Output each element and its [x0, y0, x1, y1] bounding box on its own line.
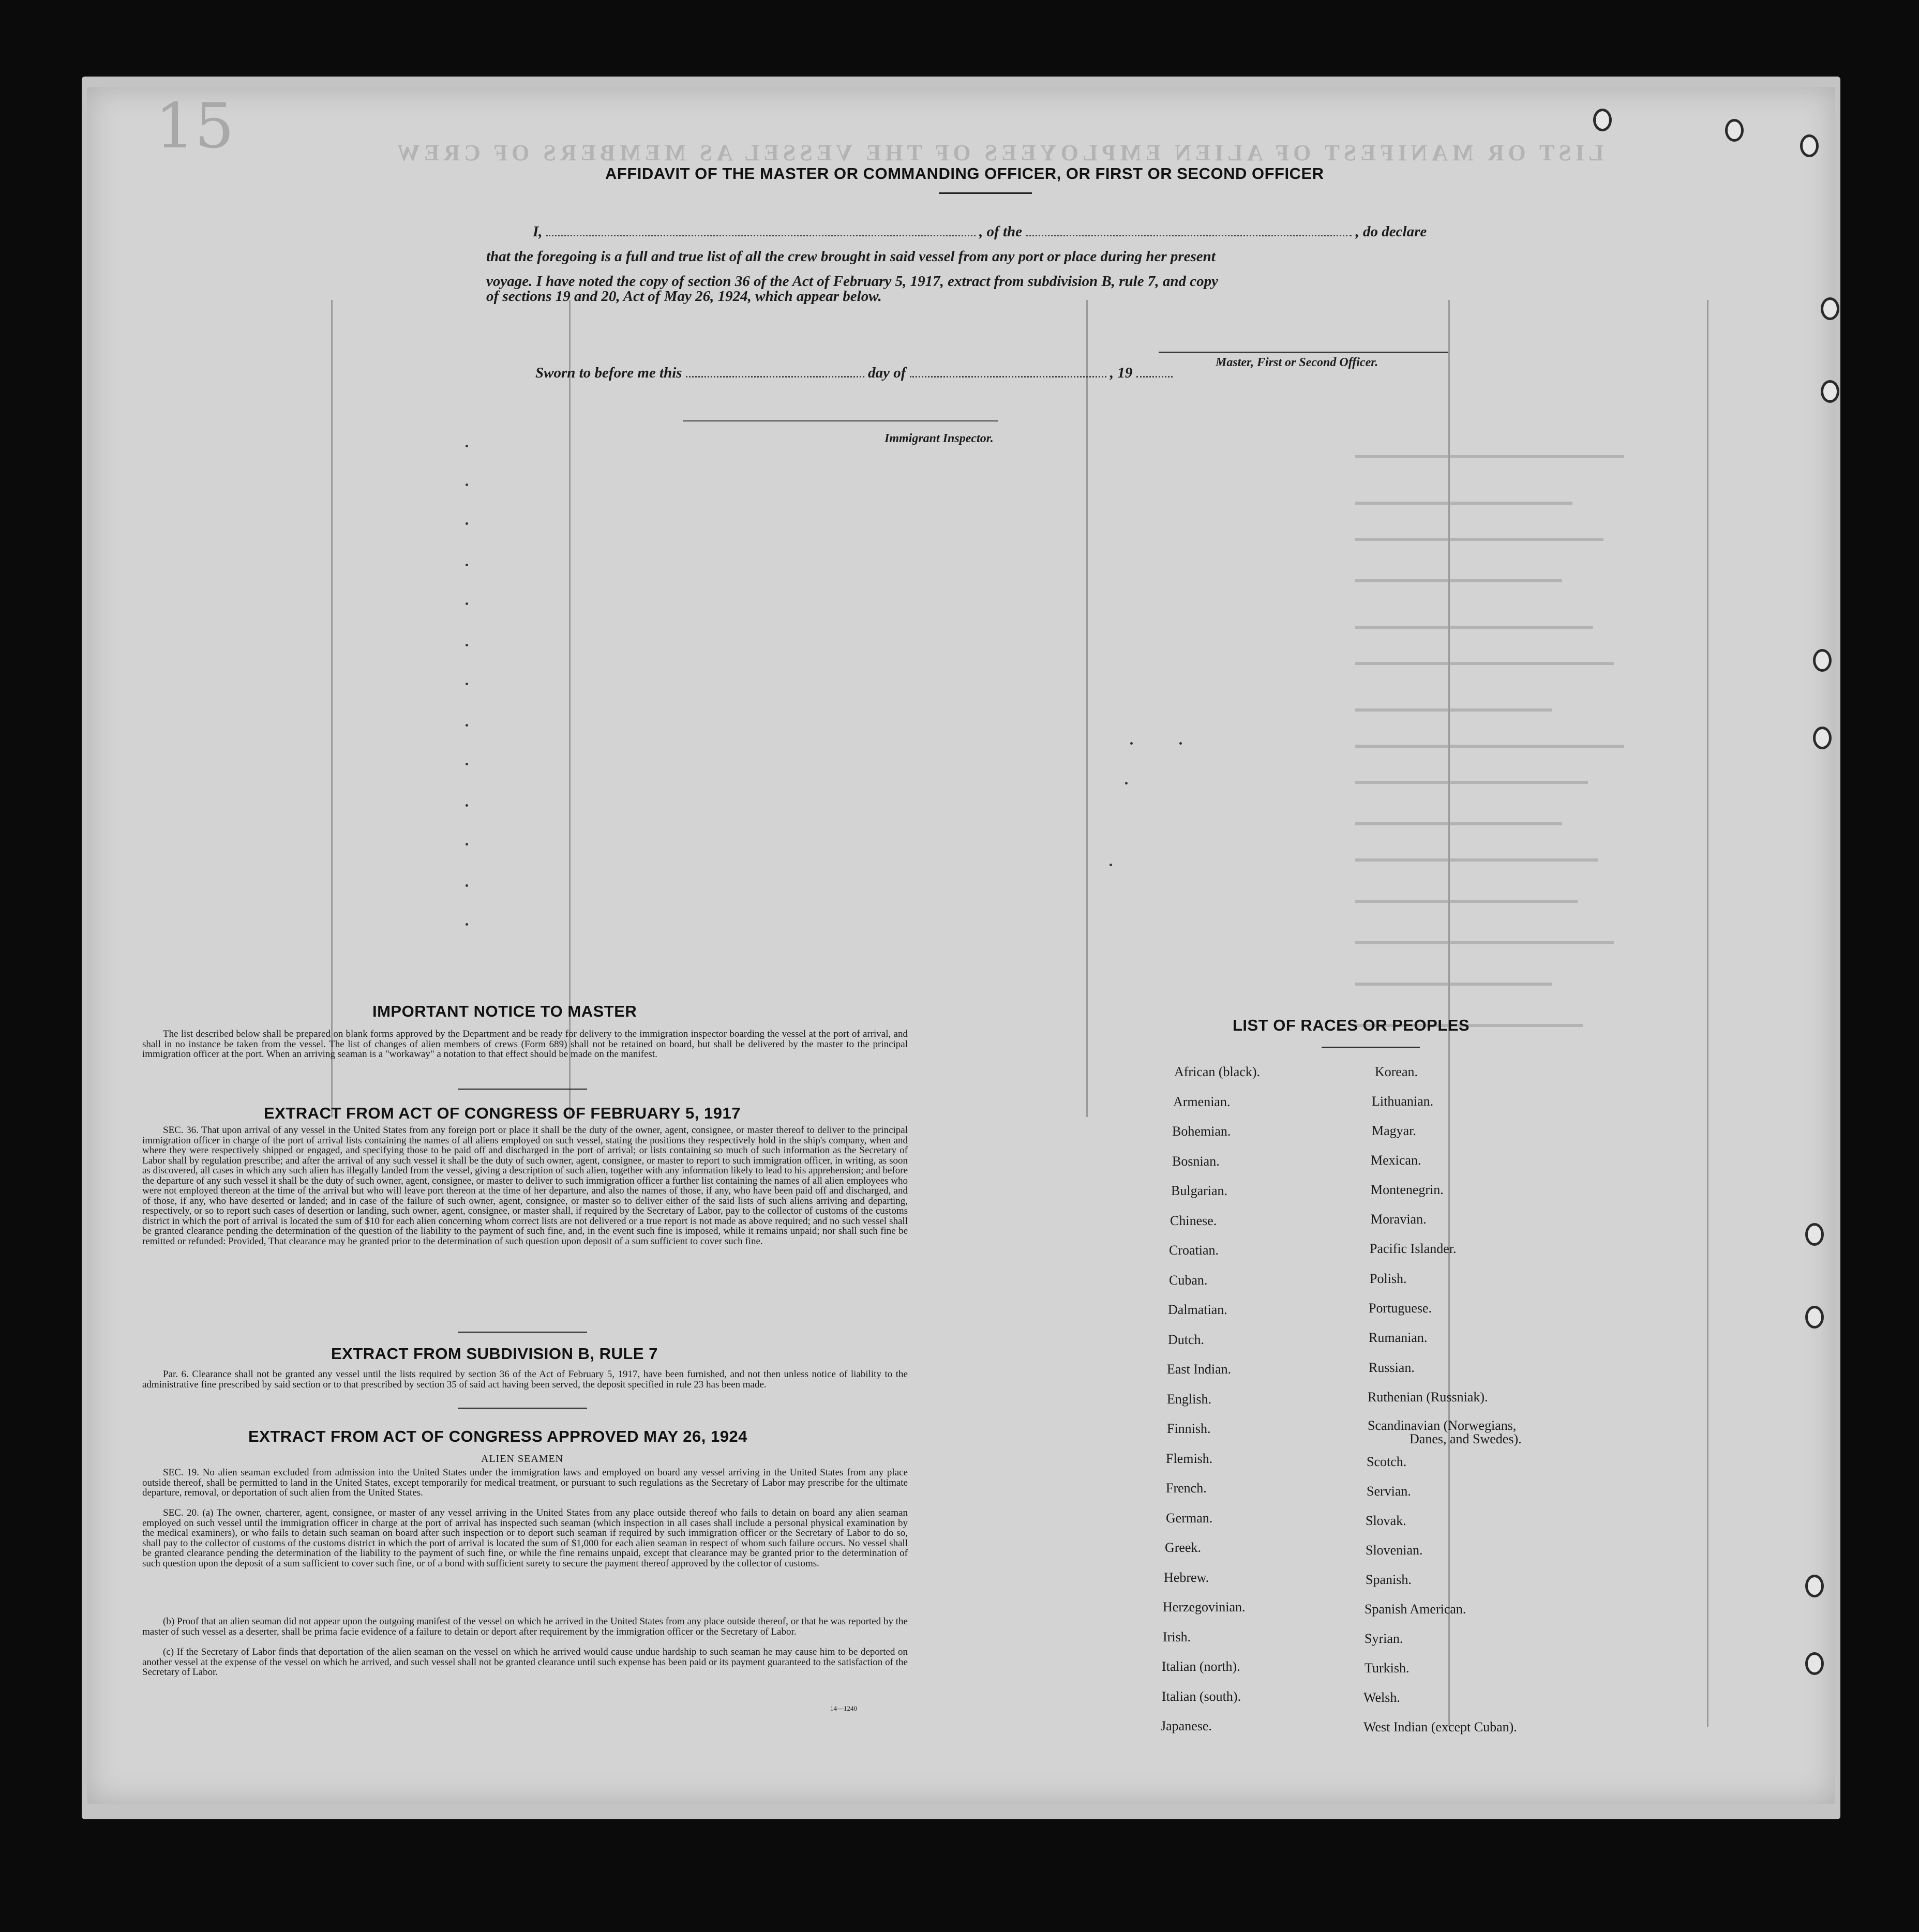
- binder-hole: [1813, 727, 1832, 749]
- race-item: Danes, and Swedes).: [1410, 1431, 1522, 1446]
- race-item: Hebrew.: [1164, 1569, 1209, 1585]
- notice-title: IMPORTANT NOTICE TO MASTER: [372, 1002, 637, 1020]
- ghost-row: [1355, 745, 1624, 748]
- race-item: Spanish American.: [1365, 1602, 1466, 1617]
- ghost-column-line: [331, 300, 333, 1117]
- race-item: Flemish.: [1166, 1451, 1213, 1466]
- race-item: Pacific Islander.: [1370, 1241, 1457, 1256]
- race-item: Spanish.: [1366, 1572, 1412, 1587]
- sec20a-text: SEC. 20. (a) The owner, charterer, agent, consignee, or master of any vessel arriving in the United States from any place outside thereof who fails to detain on board any alien seaman employed on such vessel until the immigration officer in charge at the port of arrival has inspected such seaman (which inspection in all cases shall include a personal physical examination by the medical examiners), or who fails to detain such seaman on board after such inspection or to deport such seaman if required by such immigration officer or the Secretary of Labor to do so, shall pay to the collector of customs of the customs district in which the port of arrival is located the sum of $1,000 for each alien seaman in respect of whom such failure occurs. No vessel shall be granted clearance pending the determination of the liability to the payment of such fine, or while the fine remains unpaid, except that clearance may be granted prior to the determination of such question upon the deposit of a sum sufficient to cover such fine, or of a bond with sufficient surety to secure the payment thereof approved by the collector of customs.: [142, 1507, 908, 1569]
- ghost-row: [1355, 502, 1572, 505]
- race-item: Bulgarian.: [1171, 1183, 1228, 1198]
- race-item: Korean.: [1375, 1064, 1418, 1079]
- extract-1917-text: SEC. 36. That upon arrival of any vessel in the United States from any foreign port or place it shall be the duty of the owner, agent, consignee, or master thereof to deliver to the principal immigration officer in charge of the port of arrival lists containing the names of all aliens employed on such vessel, stating the positions they respectively hold in the ship's company, when and where they were respectively shipped or engaged, and specifying those to be paid off and discharged in the port of arrival; or lists containing so much of such information as the Secretary of Labor shall by regulation prescribe; and after the arrival of any such vessel it shall be the duty of such owner, agent, consignee, or master to report to such immigration officer, in writing, as soon as discovered, all cases in which any such alien has illegally landed from the vessel, giving a description of such alien, together with any information likely to lead to his apprehension; and before the departure of any such vessel it shall be the duty of such owner, agent, consignee, or master to deliver to such immigration officer a further list containing the names of all alien employees who were not employed thereon at the time of the arrival but who will leave port thereon at the time of her departure, and also the names of those, if any, who have been paid off and discharged, and of those, if any, who have deserted or landed; and in case of the failure of such owner, agent, consignee, or master so to deliver either of the said lists of such aliens arriving and departing, respectively, or so to report such cases of desertion or landing, such owner, agent, consignee, or master shall, if required by the Secretary of Labor, pay to the collector of customs of the customs district in which the port of arrival is located the sum of $10 for each alien concerning whom correct lists are not delivered or a true report is not made as above required; and no such vessel shall be granted clearance pending the determination of the question of the liability to the payment of such fine, and, in the event such fine is imposed, while it remains unpaid; nor shall such fine be remitted or refunded: Provided, That clearance may be granted prior to the determination of such question upon deposit of a sum sufficient to cover such fine.: [142, 1125, 908, 1247]
- sworn-label: Sworn to before me this: [535, 365, 682, 381]
- race-item: Scandinavian (Norwegians,: [1368, 1418, 1517, 1433]
- sec19-text: SEC. 19. No alien seaman excluded from admission into the United States under the immigration laws and employed on board any vessel arriving in the United States from any place outside thereof, shall be permitted to land in the United States, except temporarily for medical treatment, or pursuant to such regulations as the Secretary of Labor may prescribe for the ultimate departure, removal, or deportation of such alien from the United States.: [142, 1467, 908, 1498]
- race-item: English.: [1167, 1391, 1211, 1407]
- notice-text: The list described below shall be prepared on blank forms approved by the Department and be ready for delivery to the immigration inspector boarding the vessel at the port of arrival, and shall in no instance be taken from the vessel. The list of changes of alien members of crews (Form 689) shall not be retained on board, but shall be delivered by the master to the principal immigration officer at the port. When an arriving seaman is a "workaway" a notation to that effect should be made on the manifest.: [142, 1029, 908, 1060]
- race-item: Slovak.: [1366, 1513, 1406, 1528]
- binder-hole: [1805, 1575, 1824, 1597]
- stray-dot: [466, 484, 468, 486]
- section-rule: [458, 1332, 587, 1333]
- ghost-row: [1355, 626, 1593, 629]
- sworn-line: [535, 365, 1173, 382]
- race-item: Chinese.: [1170, 1213, 1217, 1228]
- race-item: African (black).: [1174, 1064, 1261, 1079]
- sworn-month-blank[interactable]: [910, 376, 1106, 378]
- ghost-row: [1355, 781, 1588, 784]
- race-item: Slovenian.: [1366, 1543, 1423, 1558]
- extract-1924-title: EXTRACT FROM ACT OF CONGRESS APPROVED MAY 26, 1924: [248, 1427, 747, 1445]
- binder-hole: [1805, 1223, 1824, 1246]
- declarant-label: I,: [533, 223, 543, 240]
- race-item: Syrian.: [1365, 1631, 1403, 1646]
- race-item: Greek.: [1165, 1540, 1202, 1555]
- stray-dot: [466, 564, 468, 566]
- ghost-row: [1355, 941, 1614, 944]
- race-item: Turkish.: [1365, 1661, 1410, 1676]
- stray-dot: [466, 724, 468, 727]
- ghost-row: [1355, 708, 1552, 712]
- extract-rule7-text: Par. 6. Clearance shall not be granted any vessel until the lists required by section 36 of the Act of February 5, 1917, have been furnished, and not then unless notice of liability to the administrative fine prescribed by said section or to that prescribed by section 35 of said act having been served, the deposit specified in rule 23 has been made.: [142, 1369, 908, 1390]
- binder-hole: [1593, 109, 1612, 131]
- race-item: Bosnian.: [1172, 1153, 1220, 1169]
- ghost-row: [1355, 858, 1598, 862]
- race-item: German.: [1166, 1510, 1213, 1526]
- ghost-row: [1355, 538, 1603, 541]
- sworn-year-blank[interactable]: [1136, 376, 1173, 378]
- stray-dot: [1110, 864, 1112, 866]
- races-title-rule: [1322, 1047, 1420, 1048]
- page-mark: 15: [155, 90, 234, 162]
- stray-dot: [466, 602, 468, 605]
- ghost-row: [1355, 455, 1624, 458]
- race-item: Ruthenian (Russniak).: [1368, 1390, 1488, 1405]
- race-item: Magyar.: [1372, 1123, 1416, 1138]
- affidavit-line-4: of sections 19 and 20, Act of May 26, 1924, which appear below.: [486, 288, 882, 305]
- extract-rule7-title: EXTRACT FROM SUBDIVISION B, RULE 7: [331, 1345, 658, 1363]
- section-rule: [458, 1408, 587, 1409]
- race-item: Herzegovinian.: [1163, 1599, 1246, 1614]
- binder-hole: [1813, 649, 1832, 672]
- title-rule: [939, 192, 1032, 194]
- stray-dot: [466, 804, 468, 807]
- race-item: Dalmatian.: [1168, 1302, 1227, 1317]
- year-label: , 19: [1110, 365, 1133, 381]
- inspector-signature-line[interactable]: [683, 420, 998, 421]
- ghost-row: [1355, 579, 1562, 582]
- ghost-column-line: [1448, 300, 1450, 1727]
- race-item: Japanese.: [1161, 1718, 1212, 1733]
- race-item: Rumanian.: [1369, 1330, 1428, 1345]
- race-item: East Indian.: [1167, 1362, 1232, 1377]
- form-number: 14—1240: [830, 1704, 857, 1712]
- race-item: Polish.: [1370, 1271, 1407, 1286]
- race-item: Irish.: [1163, 1629, 1191, 1644]
- ghost-row: [1355, 983, 1552, 986]
- race-item: Dutch.: [1168, 1332, 1205, 1347]
- race-item: Croatian.: [1169, 1243, 1219, 1258]
- race-item: Italian (south).: [1162, 1688, 1241, 1704]
- extract-1917-title: EXTRACT FROM ACT OF CONGRESS OF FEBRUARY 5, 1917: [264, 1104, 741, 1122]
- binder-hole: [1821, 380, 1839, 403]
- ghost-column-line: [1707, 300, 1708, 1727]
- stray-dot: [466, 884, 468, 887]
- race-item: French.: [1166, 1481, 1207, 1496]
- ghost-row: [1355, 662, 1614, 665]
- race-item: Portuguese.: [1369, 1301, 1432, 1316]
- ghost-column-line: [1086, 300, 1088, 1117]
- affidavit-line-1: [533, 223, 1427, 240]
- stray-dot: [466, 763, 468, 765]
- race-item: Servian.: [1367, 1484, 1411, 1499]
- master-signature-label: Master, First or Second Officer.: [1216, 356, 1378, 369]
- stray-dot: [1130, 742, 1133, 745]
- affidavit-line-2: that the foregoing is a full and true list of all the crew brought in said vessel from any port or place during her present: [486, 248, 1216, 265]
- stray-dot: [466, 644, 468, 646]
- stray-dot: [466, 923, 468, 926]
- vessel-name-blank[interactable]: [1026, 235, 1352, 236]
- ghost-column-line: [569, 300, 571, 1117]
- race-item: Finnish.: [1167, 1421, 1211, 1436]
- race-item: Russian.: [1369, 1360, 1415, 1375]
- stray-dot: [466, 843, 468, 846]
- inspector-label: Immigrant Inspector.: [884, 432, 994, 445]
- race-item: Welsh.: [1363, 1690, 1400, 1705]
- race-item: Bohemian.: [1172, 1124, 1231, 1139]
- declarant-name-blank[interactable]: [546, 235, 976, 236]
- section-rule: [458, 1089, 587, 1090]
- master-signature-line[interactable]: [1159, 352, 1448, 353]
- bleed-through-heading: LIST OR MANIFEST OF ALIEN EMPLOYEES OF THE VESSEL AS MEMBERS OF CREW: [393, 140, 1604, 165]
- sec20c-text: (c) If the Secretary of Labor finds that deportation of the alien seaman on the vessel on which he arrived would cause undue hardship to such seaman he may cause him to be deported on another vessel at the expense of the vessel on which he arrived, and such vessel shall not be granted clearance until such expense has been paid or its payment guaranteed to the satisfaction of the Secretary of Labor.: [142, 1647, 908, 1678]
- race-item: West Indian (except Cuban).: [1363, 1719, 1517, 1734]
- day-of-label: day of: [868, 365, 906, 381]
- declare-label: , do declare: [1355, 223, 1427, 240]
- binder-hole: [1805, 1652, 1824, 1675]
- alien-seamen-subtitle: ALIEN SEAMEN: [481, 1453, 564, 1465]
- affidavit-title: AFFIDAVIT OF THE MASTER OR COMMANDING OFFICER, OR FIRST OR SECOND OFFICER: [605, 164, 1324, 183]
- ghost-row: [1355, 900, 1578, 903]
- stray-dot: [466, 683, 468, 685]
- affidavit-line-3: voyage. I have noted the copy of section 36 of the Act of February 5, 1917, extract from subdivision B, rule 7, and copy: [486, 273, 1218, 290]
- binder-hole: [1725, 119, 1744, 142]
- stray-dot: [1179, 742, 1182, 745]
- stray-dot: [1125, 782, 1128, 784]
- race-item: Italian (north).: [1162, 1659, 1240, 1674]
- race-item: Scotch.: [1367, 1454, 1407, 1469]
- race-item: Armenian.: [1173, 1094, 1231, 1109]
- binder-hole: [1800, 134, 1819, 157]
- sworn-day-blank[interactable]: [686, 376, 864, 378]
- ghost-row: [1355, 822, 1562, 825]
- race-item: Lithuanian.: [1372, 1094, 1434, 1109]
- vessel-label: , of the: [979, 223, 1023, 240]
- races-title: LIST OF RACES OR PEOPLES: [1233, 1016, 1470, 1034]
- race-item: Mexican.: [1371, 1153, 1421, 1168]
- race-item: Moravian.: [1371, 1212, 1427, 1227]
- binder-hole: [1821, 297, 1839, 320]
- sec20b-text: (b) Proof that an alien seaman did not appear upon the outgoing manifest of the vessel on which he arrived in the United States from any place outside thereof, or that he was reported by the master of such vessel as a deserter, shall be prima facie evidence of a failure to detain or deport after requirement by the immigration officer or the Secretary of Labor.: [142, 1616, 908, 1637]
- stray-dot: [466, 522, 468, 525]
- binder-hole: [1805, 1306, 1824, 1329]
- race-item: Cuban.: [1169, 1272, 1208, 1288]
- stray-dot: [466, 445, 468, 447]
- race-item: Montenegrin.: [1371, 1182, 1444, 1197]
